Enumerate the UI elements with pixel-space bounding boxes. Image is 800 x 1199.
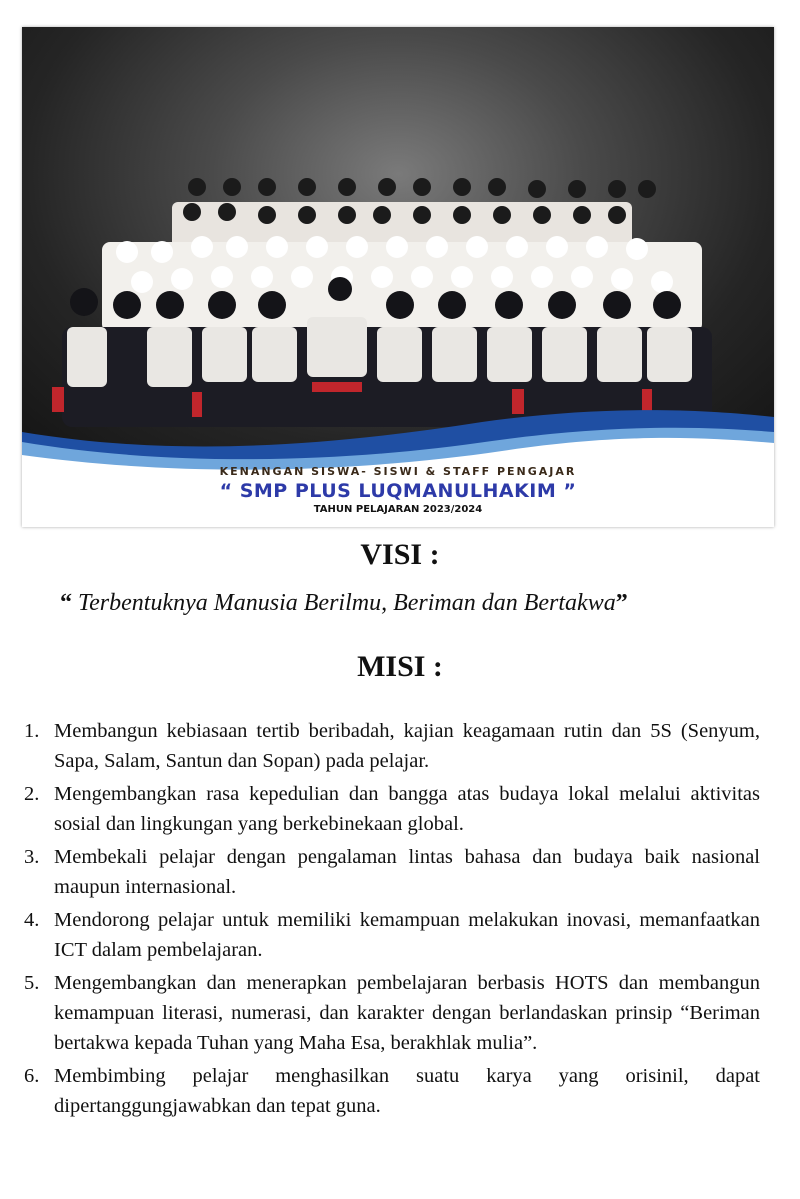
- caption-school-name: “ SMP PLUS LUQMANULHAKIM ”: [219, 480, 577, 502]
- misi-item-number: 6.: [24, 1065, 40, 1087]
- misi-heading: MISI :: [357, 650, 443, 683]
- misi-item-number: 3.: [24, 846, 40, 868]
- misi-item: [24, 968, 760, 1058]
- misi-item-number: 5.: [24, 972, 40, 994]
- misi-item-number: 1.: [24, 720, 40, 742]
- misi-item-text: Membekali pelajar dengan pengalaman lintas bahasa dan budaya baik nasional maupun internasional.: [54, 846, 760, 898]
- visi-text: Terbentuknya Manusia Berilmu, Beriman dan Bertakwa: [78, 590, 616, 616]
- misi-item-text: Membimbing pelajar menghasilkan suatu karya yang orisinil, dapat dipertanggungjawabkan dan tepat guna.: [54, 1065, 760, 1117]
- photo-caption: [22, 465, 774, 515]
- misi-item-text: Mengembangkan dan menerapkan pembelajaran berbasis HOTS dan membangun kemampuan literasi, numerasi, dan karakter dengan berlandaskan prinsip “Beriman bertakwa kepada Tuhan yang Maha Esa, berakhlak mulia”.: [54, 972, 760, 1054]
- misi-item-text: Mengembangkan rasa kepedulian dan bangga atas budaya lokal melalui aktivitas sosial dan lingkungan yang berkebinekaan global.: [54, 783, 760, 835]
- visi-open-quote: “: [60, 590, 78, 616]
- misi-list: [24, 716, 760, 1124]
- visi-close-quote: ”: [615, 590, 628, 616]
- misi-item: [24, 842, 760, 902]
- misi-item-text: Membangun kebiasaan tertib beribadah, kajian keagamaan rutin dan 5S (Senyum, Sapa, Salam, Santun dan Sopan) pada pelajar.: [54, 720, 760, 772]
- visi-statement: [60, 590, 760, 617]
- caption-subtitle: KENANGAN SISWA- SISWI & STAFF PENGAJAR: [219, 465, 577, 478]
- misi-item: [24, 905, 760, 965]
- misi-item: [24, 779, 760, 839]
- caption-school-year: TAHUN PELAJARAN 2023/2024: [313, 504, 483, 515]
- misi-item: [24, 1061, 760, 1121]
- group-photo: [22, 27, 774, 527]
- group-people-illustration: [22, 27, 774, 527]
- misi-item: [24, 716, 760, 776]
- misi-item-number: 2.: [24, 783, 40, 805]
- visi-heading: VISI :: [360, 538, 440, 571]
- misi-item-number: 4.: [24, 909, 40, 931]
- misi-item-text: Mendorong pelajar untuk memiliki kemampuan melakukan inovasi, memanfaatkan ICT dalam pembelajaran.: [54, 909, 760, 961]
